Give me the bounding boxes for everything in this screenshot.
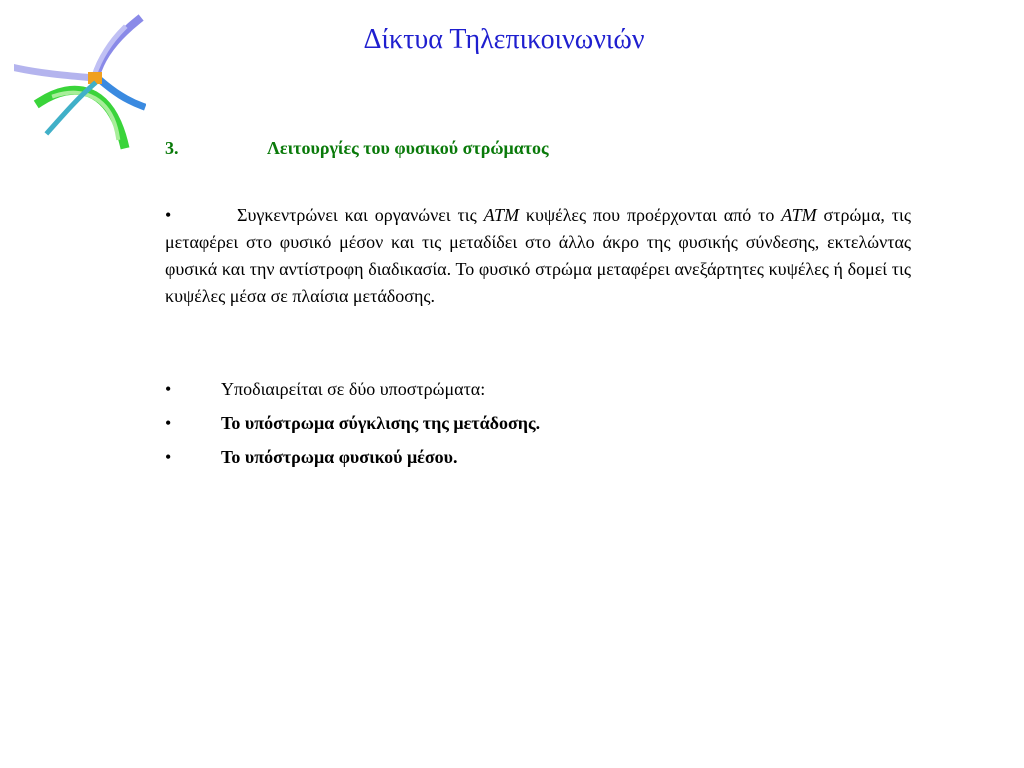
- bullet-marker: •: [165, 413, 172, 433]
- section-number: 3.: [165, 138, 179, 158]
- list-item: [165, 445, 911, 479]
- bullet-marker: •: [165, 447, 172, 467]
- page-title: Δίκτυα Τηλεπικοινωνιών: [363, 24, 645, 55]
- bullet-marker: •: [165, 379, 172, 399]
- list-item-text: Το υπόστρωμα σύγκλισης της μετάδοσης.: [221, 413, 541, 433]
- bullet-list: [165, 377, 911, 479]
- section-title: Λειτουργίες του φυσικού στρώματος: [267, 138, 549, 158]
- list-item-text: Υποδιαιρείται σε δύο υποστρώματα:: [221, 379, 486, 399]
- list-item-text: Το υπόστρωμα φυσικού μέσου.: [221, 447, 458, 467]
- paragraph-term-atm-2: ATM: [781, 205, 817, 225]
- body-paragraph: [165, 202, 911, 310]
- list-item: [165, 377, 911, 411]
- paragraph-term-atm-1: ATM: [483, 205, 519, 225]
- paragraph-text-part-2: κυψέλες που προέρχονται από το: [518, 205, 782, 225]
- paragraph-text-part-3: στρώμα, τις μεταφέρει στο φυσικό μέσον και τις μεταδίδει στο άλλο άκρο της φυσικής σύνδεσης, εκτελώντας φυσικά και την αντίστροφη διαδικασία. Το φυσικό στρώμα μεταφέρει ανεξάρτητες κυψέλες ή δομεί τις κυψέλες μέσα σε πλαίσια μετάδοσης.: [165, 205, 911, 306]
- paragraph-bullet: •: [165, 205, 172, 225]
- paragraph-text-part-1: Συγκεντρώνει και οργανώνει τις: [237, 205, 484, 225]
- section-heading: [165, 138, 549, 159]
- list-item: [165, 411, 911, 445]
